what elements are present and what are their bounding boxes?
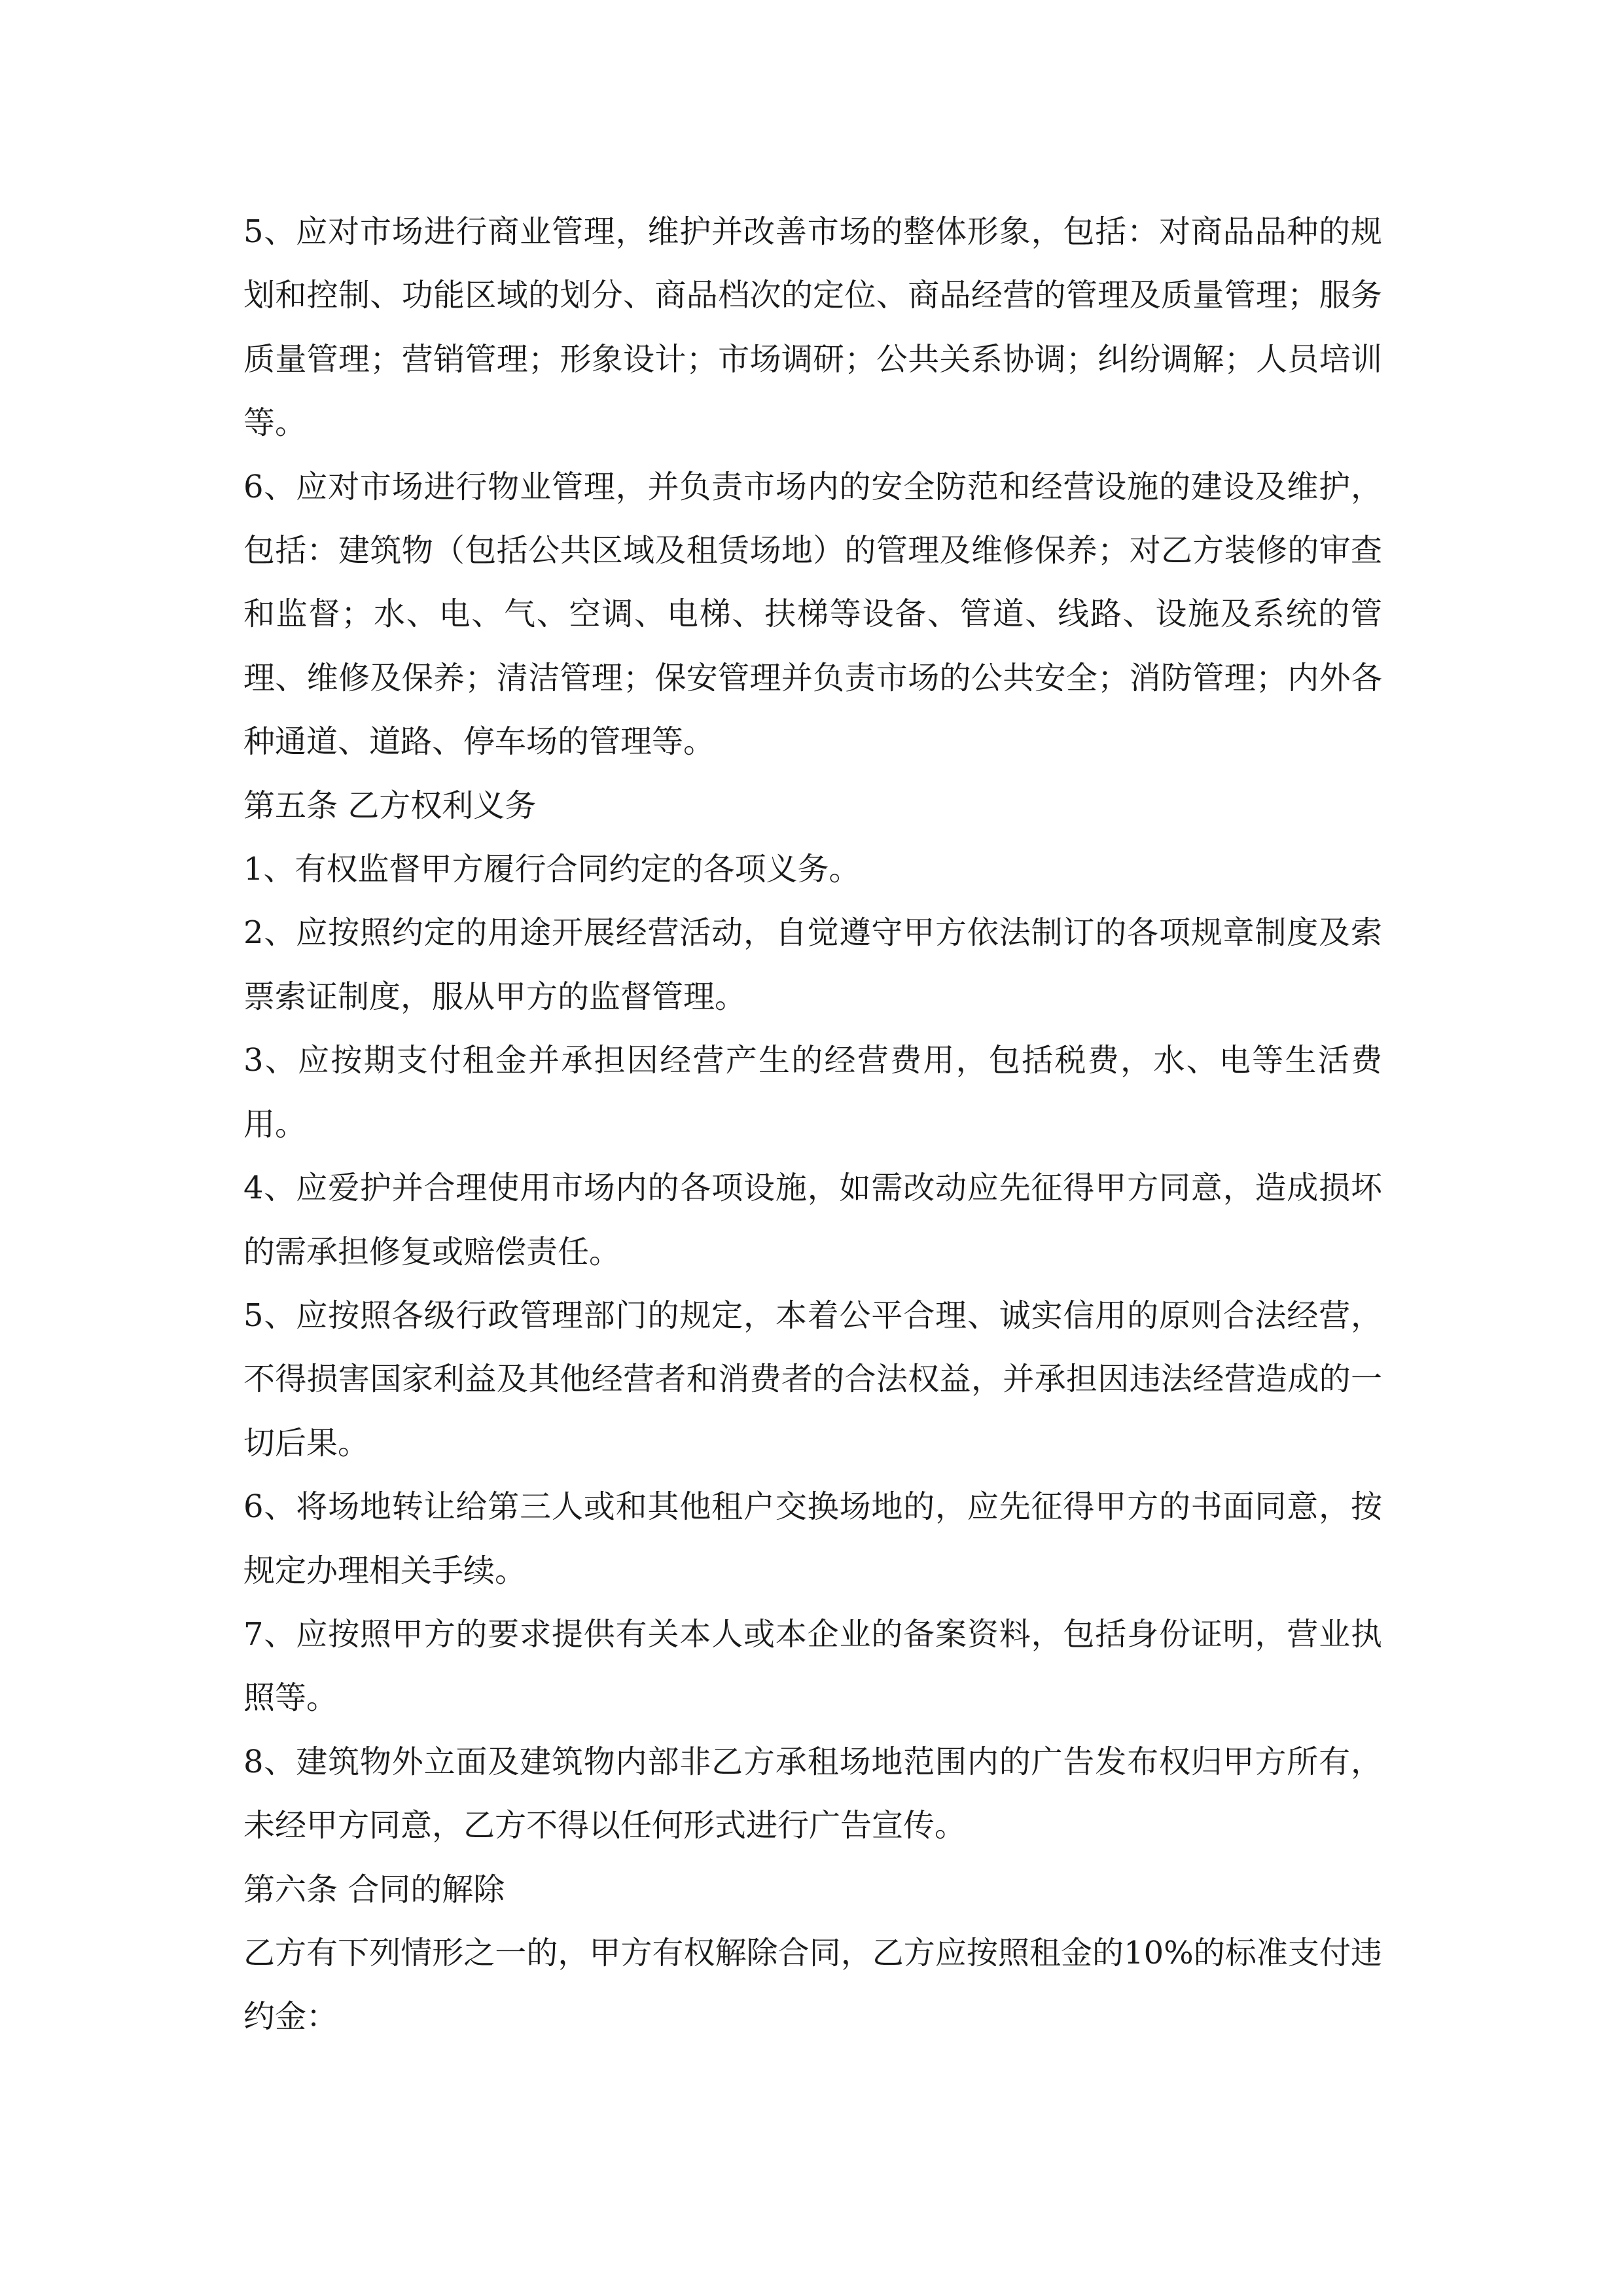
article-6-heading: 第六条 合同的解除 (243, 1871, 505, 1908)
clause-5-item-4: 4、应爱护并合理使用市场内的各项设施，如需改动应先征得甲方同意，造成损坏的需承担修复或赔偿责任。 (243, 1170, 1382, 1270)
clause-5-item-7: 7、应按照甲方的要求提供有关本人或本企业的备案资料，包括身份证明，营业执照等。 (243, 1615, 1382, 1717)
clause-5-item-3: 3、应按期支付租金并承担因经营产生的经营费用，包括税费，水、电等生活费用。 (243, 1042, 1382, 1143)
clause-5-item-6: 6、将场地转让给第三人或和其他租户交换场地的，应先征得甲方的书面同意，按规定办理相关手续。 (243, 1488, 1382, 1589)
clause-5-item-1: 1、有权监督甲方履行合同约定的各项义务。 (243, 851, 861, 888)
document-body (243, 200, 1382, 2049)
clause-5-item-2: 2、应按照约定的用途开展经营活动，自觉遵守甲方依法制订的各项规章制度及索票索证制度，服从甲方的监督管理。 (243, 914, 1382, 1015)
clause-5-item-5: 5、应按照各级行政管理部门的规定，本着公平合理、诚实信用的原则合法经营，不得损害国家利益及其他经营者和消费者的合法权益，并承担因违法经营造成的一切后果。 (243, 1297, 1382, 1462)
clause-4-item-5: 5、应对市场进行商业管理，维护并改善市场的整体形象，包括：对商品品种的规划和控制、功能区域的划分、商品档次的定位、商品经营的管理及质量管理；服务质量管理；营销管理；形象设计；市场调研；公共关系协调；纠纷调解；人员培训等。 (243, 213, 1382, 442)
article-5-heading: 第五条 乙方权利义务 (243, 787, 537, 824)
clause-5-item-8: 8、建筑物外立面及建筑物内部非乙方承租场地范围内的广告发布权归甲方所有，未经甲方同意，乙方不得以任何形式进行广告宣传。 (243, 1743, 1382, 1844)
clause-4-item-6: 6、应对市场进行物业管理，并负责市场内的安全防范和经营设施的建设及维护，包括：建筑物（包括公共区域及租赁场地）的管理及维修保养；对乙方装修的审查和监督；水、电、气、空调、电梯、扶梯等设备、管道、线路、设施及系统的管理、维修及保养；清洁管理；保安管理并负责市场的公共安全；消防管理；内外各种通道、道路、停车场的管理等。 (243, 468, 1382, 761)
article-6-intro: 乙方有下列情形之一的，甲方有权解除合同，乙方应按照租金的10%的标准支付违约金： (243, 1934, 1382, 2036)
